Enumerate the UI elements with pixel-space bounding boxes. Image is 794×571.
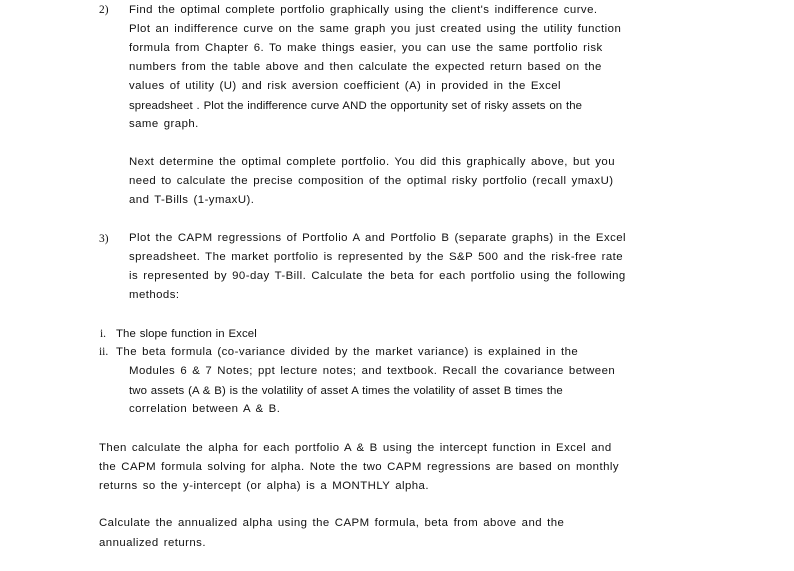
item-3-line-3: is represented by 90-day T-Bill. Calculate the beta for each portfolio using the following xyxy=(129,270,626,282)
item-2-line-7: same graph. xyxy=(129,118,199,130)
item-2-line-2: Plot an indifference curve on the same graph you just created using the utility function xyxy=(129,23,622,35)
method-ii-line-2: Modules 6 & 7 Notes; ppt lecture notes; and textbook. Recall the covariance between xyxy=(129,365,616,377)
alpha-paragraph-line-3: returns so the y-intercept (or alpha) is a MONTHLY alpha. xyxy=(99,480,429,492)
method-marker: i. xyxy=(100,328,107,340)
item-2-line-3: formula from Chapter 6. To make things easier, you can use the same portfolio risk xyxy=(129,42,603,54)
method-ii-line-3: two assets (A & B) is the volatility of asset A times the volatility of asset B times the xyxy=(129,385,563,397)
annualized-paragraph-line-2: annualized returns. xyxy=(99,537,206,549)
item-2-followup-line-1: Next determine the optimal complete portfolio. You did this graphically above, but you xyxy=(129,156,616,168)
item-2-line-1: Find the optimal complete portfolio graphically using the client's indifference curve. xyxy=(129,4,598,16)
method-ii-line-4: correlation between A & B. xyxy=(129,403,281,415)
alpha-paragraph-line-2: the CAPM formula solving for alpha. Note the two CAPM regressions are based on monthly xyxy=(99,461,619,473)
annualized-paragraph-line-1: Calculate the annualized alpha using the CAPM formula, beta from above and the xyxy=(99,517,565,529)
method-ii-line-1: The beta formula (co-variance divided by the market variance) is explained in the xyxy=(116,346,579,358)
item-2-followup-line-3: and T-Bills (1-ymaxU). xyxy=(129,194,255,206)
item-3-line-4: methods: xyxy=(129,289,180,301)
method-marker: ii. xyxy=(99,346,109,358)
item-2-followup-line-2: need to calculate the precise composition of the optimal risky portfolio (recall ymaxU) xyxy=(129,175,614,187)
item-number: 2) xyxy=(99,4,109,16)
item-3-line-2: spreadsheet. The market portfolio is represented by the S&P 500 and the risk-free rate xyxy=(129,251,624,263)
item-2-line-5: values of utility (U) and risk aversion coefficient (A) in provided in the Excel xyxy=(129,80,561,92)
item-2-line-6: spreadsheet . Plot the indifference curve AND the opportunity set of risky assets on the xyxy=(129,100,583,112)
alpha-paragraph-line-1: Then calculate the alpha for each portfolio A & B using the intercept function in Excel and xyxy=(99,442,612,454)
item-2-line-4: numbers from the table above and then calculate the expected return based on the xyxy=(129,61,602,73)
method-i-line-1: The slope function in Excel xyxy=(116,328,257,340)
item-number: 3) xyxy=(99,233,109,245)
item-3-line-1: Plot the CAPM regressions of Portfolio A and Portfolio B (separate graphs) in the Excel xyxy=(129,232,627,244)
